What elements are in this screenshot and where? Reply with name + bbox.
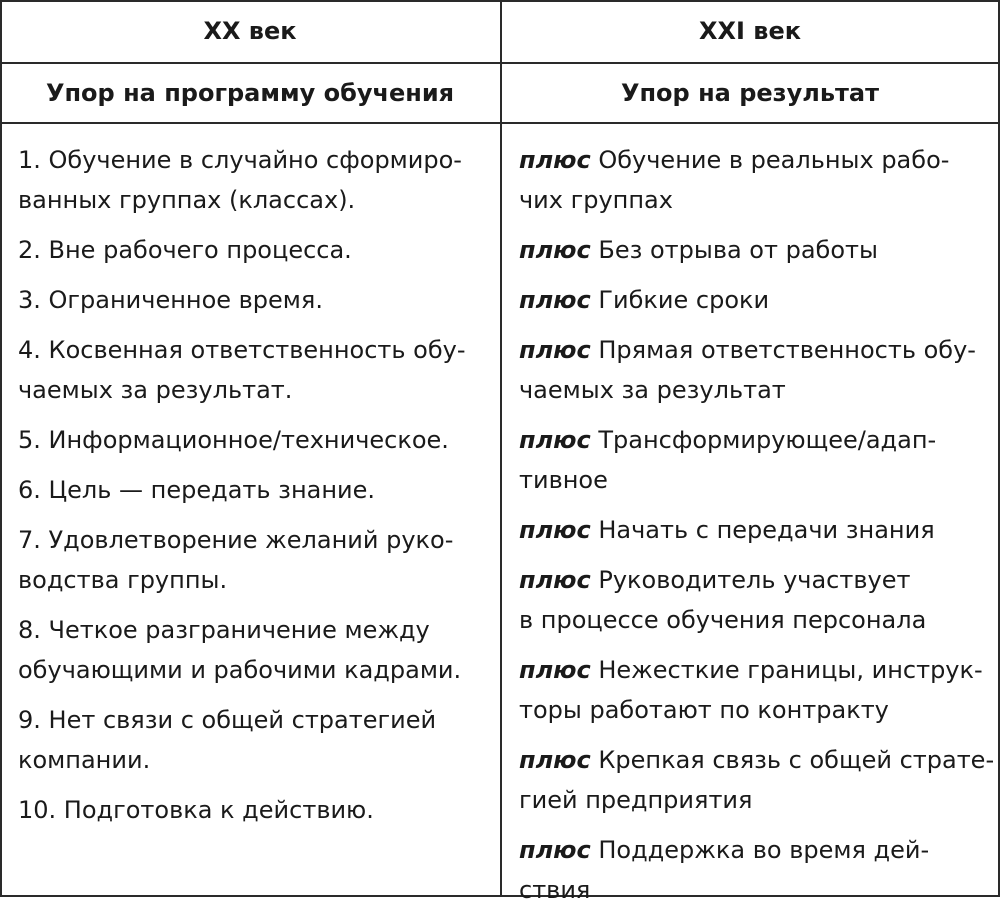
list-item-text: 6. Цель — передать знание.: [18, 476, 376, 504]
list-item-line: [519, 280, 989, 320]
subheader-result-focus: Упор на результат: [620, 79, 880, 107]
plus-label: плюс: [519, 236, 591, 264]
list-item-line: [18, 420, 488, 460]
list-item-line: [18, 520, 488, 560]
list-item: [519, 230, 989, 270]
list-item-line: [18, 790, 488, 830]
plus-label: плюс: [519, 516, 591, 544]
list-item: [519, 740, 995, 820]
list-item-text: чаемых за результат.: [18, 376, 293, 404]
list-item: [519, 420, 989, 500]
subheader-program-focus: Упор на программу обучения: [45, 79, 455, 107]
list-item-line: [519, 650, 989, 690]
list-item-text: обучающими и рабочими кадрами.: [18, 656, 462, 684]
list-item-line: [519, 600, 989, 640]
list-item-text: Прямая ответственность обу-: [598, 336, 976, 364]
list-item-text: Нежесткие границы, инструк-: [598, 656, 983, 684]
list-item: [18, 790, 488, 830]
plus-label: плюс: [519, 656, 591, 684]
list-item-text: Без отрыва от работы: [598, 236, 878, 264]
list-item-line: [18, 330, 488, 370]
list-item-line: [18, 650, 488, 690]
list-item: [18, 700, 488, 780]
list-item: [18, 470, 488, 510]
plus-label: плюс: [519, 746, 591, 774]
list-item-text: водства группы.: [18, 566, 228, 594]
list-item-line: [18, 370, 488, 410]
list-item-line: [18, 610, 488, 650]
left-column-items: [18, 140, 488, 840]
list-item-text: 2. Вне рабочего процесса.: [18, 236, 352, 264]
list-item-text: компании.: [18, 746, 151, 774]
list-item-text: ванных группах (классах).: [18, 186, 356, 214]
list-item-text: 4. Косвенная ответственность обу-: [18, 336, 466, 364]
list-item-text: гией предприятия: [519, 786, 753, 814]
list-item-text: Крепкая связь с общей страте-: [598, 746, 995, 774]
list-item: [519, 510, 989, 550]
list-item: [519, 650, 989, 730]
list-item-text: 8. Четкое разграничение между: [18, 616, 430, 644]
list-item-line: [519, 780, 989, 820]
list-item-line: [519, 740, 995, 780]
list-item-text: чих группах: [519, 186, 673, 214]
list-item-line: [519, 420, 989, 460]
list-item-line: [18, 280, 488, 320]
list-item-text: чаемых за результат: [519, 376, 786, 404]
list-item-line: [18, 470, 488, 510]
list-item: [519, 330, 989, 410]
list-item-text: тивное: [519, 466, 608, 494]
list-item-line: [519, 830, 989, 870]
list-item: [18, 280, 488, 320]
list-item-line: [18, 230, 488, 270]
list-item-text: 3. Ограниченное время.: [18, 286, 323, 314]
list-item: [18, 610, 488, 690]
list-item: [519, 560, 989, 640]
plus-label: плюс: [519, 566, 591, 594]
list-item: [519, 140, 989, 220]
list-item-line: [519, 560, 989, 600]
list-item-text: торы работают по контракту: [519, 696, 889, 724]
list-item-line: [18, 140, 488, 180]
column-divider: [500, 2, 502, 895]
plus-label: плюс: [519, 336, 591, 364]
list-item: [519, 830, 989, 910]
list-item-line: [519, 330, 989, 370]
plus-label: плюс: [519, 426, 591, 454]
list-item-line: [18, 740, 488, 780]
list-item-text: в процессе обучения персонала: [519, 606, 927, 634]
list-item-text: 7. Удовлетворение желаний руко-: [18, 526, 454, 554]
list-item-line: [519, 870, 989, 910]
list-item-text: 9. Нет связи с общей стратегией: [18, 706, 437, 734]
list-item-line: [18, 180, 488, 220]
subheader-divider: [2, 122, 998, 124]
list-item-text: ствия: [519, 876, 591, 904]
list-item-line: [519, 510, 989, 550]
list-item-line: [519, 230, 989, 270]
list-item-text: Руководитель участвует: [598, 566, 911, 594]
list-item-line: [519, 690, 989, 730]
list-item-line: [519, 460, 989, 500]
list-item-text: 10. Подготовка к действию.: [18, 796, 374, 824]
plus-label: плюс: [519, 146, 591, 174]
header-xxi-century: XXI век: [698, 17, 802, 45]
list-item-text: Гибкие сроки: [598, 286, 770, 314]
list-item-line: [18, 560, 488, 600]
list-item-line: [519, 180, 989, 220]
list-item-text: Обучение в реальных рабо-: [598, 146, 950, 174]
right-column-items: [519, 140, 995, 920]
list-item: [18, 520, 488, 600]
list-item: [18, 230, 488, 270]
list-item: [18, 420, 488, 460]
plus-label: плюс: [519, 836, 591, 864]
list-item-text: Трансформирующее/адап-: [598, 426, 937, 454]
list-item-line: [519, 370, 989, 410]
list-item: [18, 330, 488, 410]
list-item-text: Поддержка во время дей-: [598, 836, 930, 864]
list-item: [519, 280, 989, 320]
list-item-text: Начать с передачи знания: [598, 516, 935, 544]
list-item-text: 5. Информационное/техническое.: [18, 426, 449, 454]
list-item: [18, 140, 488, 220]
list-item-line: [519, 140, 989, 180]
list-item-line: [18, 700, 488, 740]
list-item-text: 1. Обучение в случайно сформиро-: [18, 146, 462, 174]
header-xx-century: XX век: [203, 17, 297, 45]
plus-label: плюс: [519, 286, 591, 314]
